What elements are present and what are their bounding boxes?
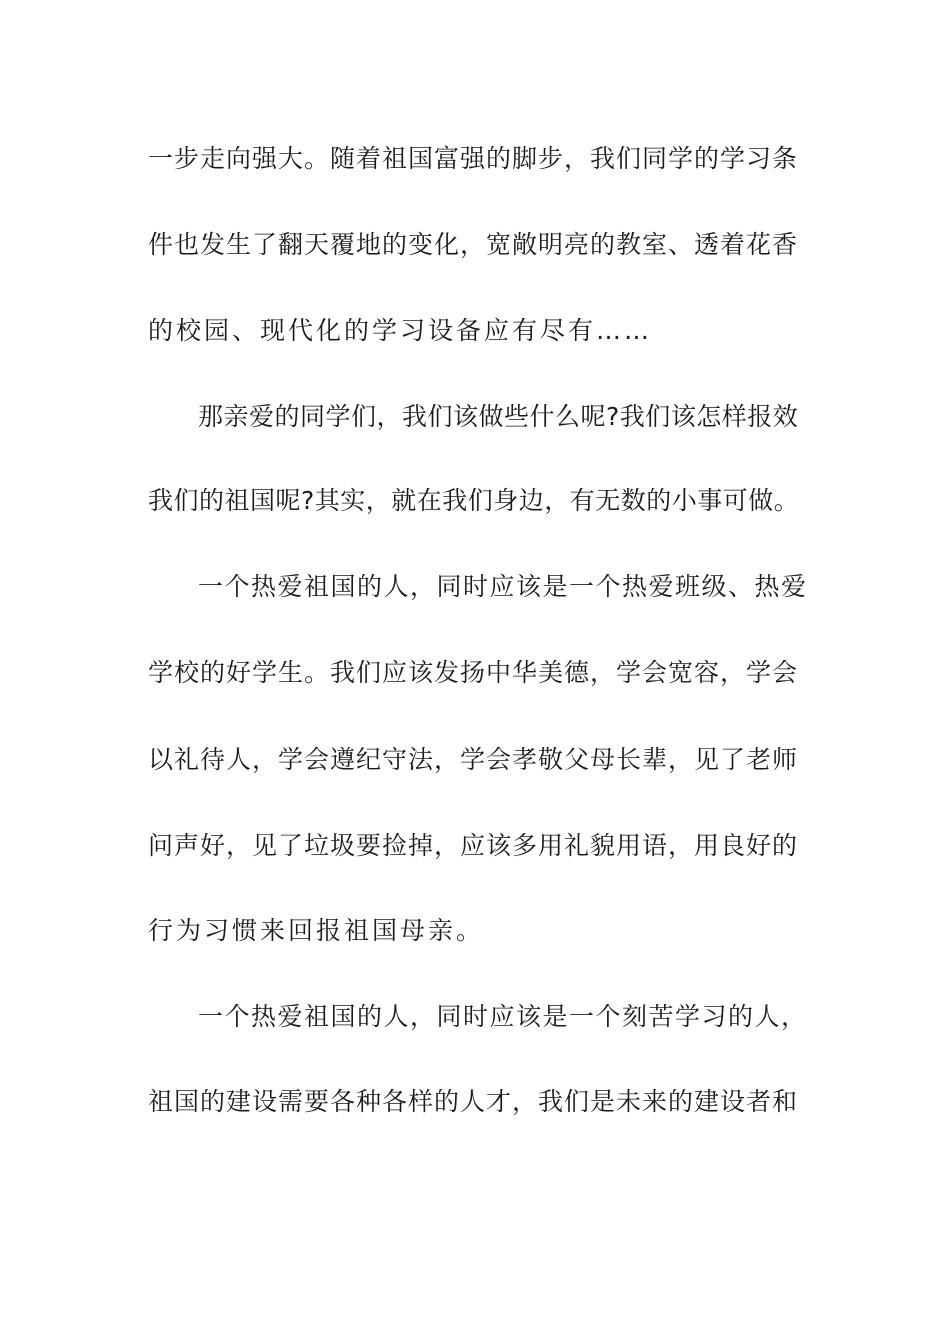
text-line: 学校的好学生。我们应该发扬中华美德，学会宽容，学会 (148, 658, 799, 687)
text-line: 行为习惯来回报祖国母亲。 (148, 916, 485, 945)
paragraph-first-line: 一个热爱祖国的人，同时应该是一个刻苦学习的人， (198, 1002, 808, 1031)
text-line: 问声好，见了垃圾要捡掉，应该多用礼貌用语，用良好的 (148, 831, 799, 860)
text-line: 祖国的建设需要各种各样的人才，我们是未来的建设者和 (148, 1087, 799, 1116)
text-line: 一步走向强大。随着祖国富强的脚步，我们同学的学习条 (148, 144, 799, 173)
text-line: 的校园、现代化的学习设备应有尽有…… (148, 316, 653, 345)
paragraph-first-line: 那亲爱的同学们，我们该做些什么呢?我们该怎样报效 (198, 402, 799, 431)
text-line: 件也发生了翻天覆地的变化，宽敞明亮的教室、透着花香 (148, 230, 799, 259)
text-line: 我们的祖国呢?其实，就在我们身边，有无数的小事可做。 (148, 486, 800, 515)
text-line: 以礼待人，学会遵纪守法，学会孝敬父母长辈，见了老师 (148, 745, 799, 774)
paragraph-first-line: 一个热爱祖国的人，同时应该是一个热爱班级、热爱 (198, 572, 808, 601)
